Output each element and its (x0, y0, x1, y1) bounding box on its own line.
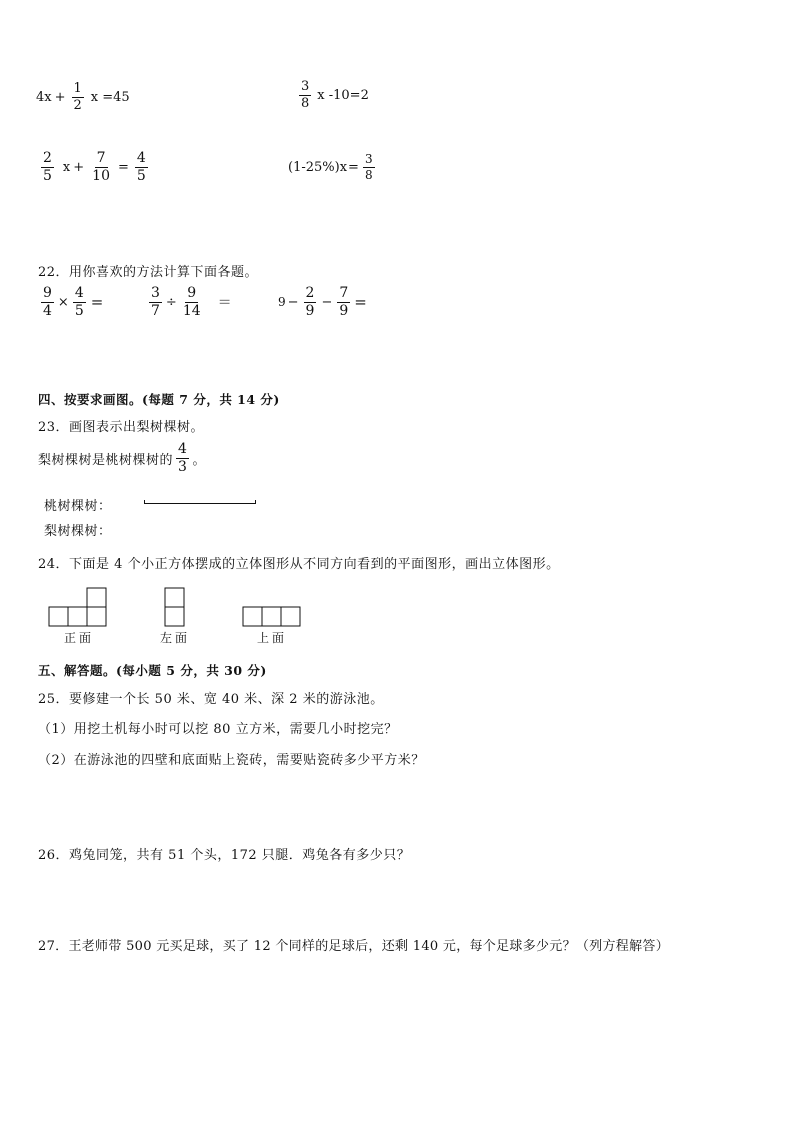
q22c2-n1: 3 (151, 285, 160, 301)
q25-title: 25．要修建一个长 50 米、宽 40 米、深 2 米的游泳池。 (38, 692, 384, 707)
eq3-fraction-3 (135, 151, 148, 183)
eq3-fraction-2 (90, 151, 112, 183)
eq1-fraction (72, 82, 84, 112)
eq1-tail: x =45 (90, 89, 130, 105)
q27-title: 27．王老师带 500 元买足球，买了 12 个同样的足球后，还剩 140 元，每个足球多少元？（列方程解答） (38, 939, 670, 954)
equation-1 (36, 82, 130, 112)
eq1-denominator: 2 (73, 97, 82, 113)
q22-title: 22．用你喜欢的方法计算下面各题。 (38, 265, 259, 280)
q24-title: 24．下面是 4 个小正方体摆成的立体图形从不同方向看到的平面图形，画出立体图形。 (38, 557, 560, 572)
eq1-plus: + (54, 89, 66, 105)
eq4-equals: = (348, 159, 359, 175)
eq1-numerator: 1 (73, 81, 82, 96)
eq3-n2: 7 (96, 150, 106, 166)
peach-tree-segment (144, 503, 256, 504)
equation-4 (288, 153, 378, 181)
q23-statement (38, 442, 206, 474)
peach-segment-right-tick (255, 500, 256, 504)
q22c3-n1: 2 (305, 285, 315, 301)
q23-statement-text: 梨树棵树是桃树棵树的 (38, 452, 174, 468)
q22c3-d2: 9 (339, 302, 349, 319)
q23-denominator: 3 (178, 458, 188, 475)
q22c2-d2: 14 (182, 302, 201, 319)
q22c2-n2: 9 (187, 285, 197, 301)
eq3-n1: 2 (43, 150, 52, 166)
q22c3-op1: − (287, 294, 299, 310)
q22c2-equals: ＝ (217, 295, 232, 312)
q25-part-2: （2）在游泳池的四壁和底面贴上瓷砖，需要贴瓷砖多少平方米？ (38, 753, 425, 768)
q22c1-n2: 4 (74, 285, 84, 301)
eq3-equals: = (118, 159, 129, 175)
q22c3-lead: 9 (278, 295, 286, 310)
equation-3 (38, 151, 151, 183)
top-view-drawing (242, 606, 304, 628)
left-view-label: 左面 (160, 631, 191, 645)
q22c1-d1: 4 (43, 302, 52, 319)
eq4-lead: (1-25%)x (288, 159, 348, 175)
q22c2-d1: 7 (151, 302, 160, 319)
q23-fraction (176, 442, 189, 474)
equation-2 (296, 80, 369, 110)
q22c1-d2: 5 (74, 302, 84, 319)
peach-segment-left-tick (144, 500, 145, 504)
q25-part-1: （1）用挖土机每小时可以挖 80 立方米，需要几小时挖完？ (38, 722, 398, 737)
eq4-numerator: 3 (364, 152, 373, 166)
q22c1-equals: = (90, 293, 104, 312)
eq3-fraction-1 (41, 151, 54, 183)
q23-numerator: 4 (178, 441, 188, 457)
eq4-denominator: 8 (364, 167, 373, 182)
top-view-label: 上面 (257, 631, 288, 645)
eq2-tail: x -10=2 (317, 87, 369, 103)
q22c3-n2: 7 (339, 285, 349, 301)
q22-calc-1 (38, 286, 103, 318)
q22c3-equals: = (354, 293, 367, 312)
q22c2-fraction-1 (149, 286, 162, 318)
q22c1-n1: 9 (43, 285, 52, 301)
eq4-fraction (363, 153, 375, 181)
q26-title: 26．鸡兔同笼，共有 51 个头，172 只腿．鸡兔各有多少只？ (38, 848, 411, 863)
eq3-d1: 5 (43, 167, 52, 184)
q22c1-op: × (57, 294, 69, 310)
q22c3-fraction-1 (304, 286, 317, 318)
section-5-heading: 五、解答题。(每小题 5 分，共 30 分) (38, 663, 267, 678)
peach-tree-label: 桃树棵树： (44, 499, 112, 514)
front-view-drawing (48, 587, 110, 629)
q22c3-fraction-2 (337, 286, 350, 318)
eq3-plus: + (73, 159, 85, 175)
eq2-numerator: 3 (301, 79, 310, 94)
q22c1-fraction-1 (41, 286, 54, 318)
q22c3-op2: − (321, 294, 333, 310)
q22c2-op: ÷ (165, 294, 177, 310)
q22c1-fraction-2 (73, 286, 86, 318)
eq1-lead: 4x (36, 89, 52, 105)
q22-calc-2 (146, 286, 232, 318)
pear-tree-label: 梨树棵树： (44, 524, 112, 539)
eq3-x: x (62, 159, 71, 175)
section-4-heading: 四、按要求画图。(每题 7 分，共 14 分) (38, 392, 280, 407)
eq3-d3: 5 (136, 167, 146, 184)
eq2-denominator: 8 (301, 95, 310, 111)
q22-calc-3 (278, 286, 367, 318)
eq3-d2: 10 (92, 167, 110, 184)
eq2-fraction (299, 80, 311, 110)
q22c2-fraction-2 (181, 286, 203, 318)
left-view-drawing (164, 587, 186, 629)
q22c3-d1: 9 (305, 302, 315, 319)
eq3-n3: 4 (136, 150, 146, 166)
q23-period: 。 (192, 452, 206, 468)
front-view-label: 正面 (64, 631, 95, 645)
q23-title: 23．画图表示出梨树棵树。 (38, 420, 205, 435)
